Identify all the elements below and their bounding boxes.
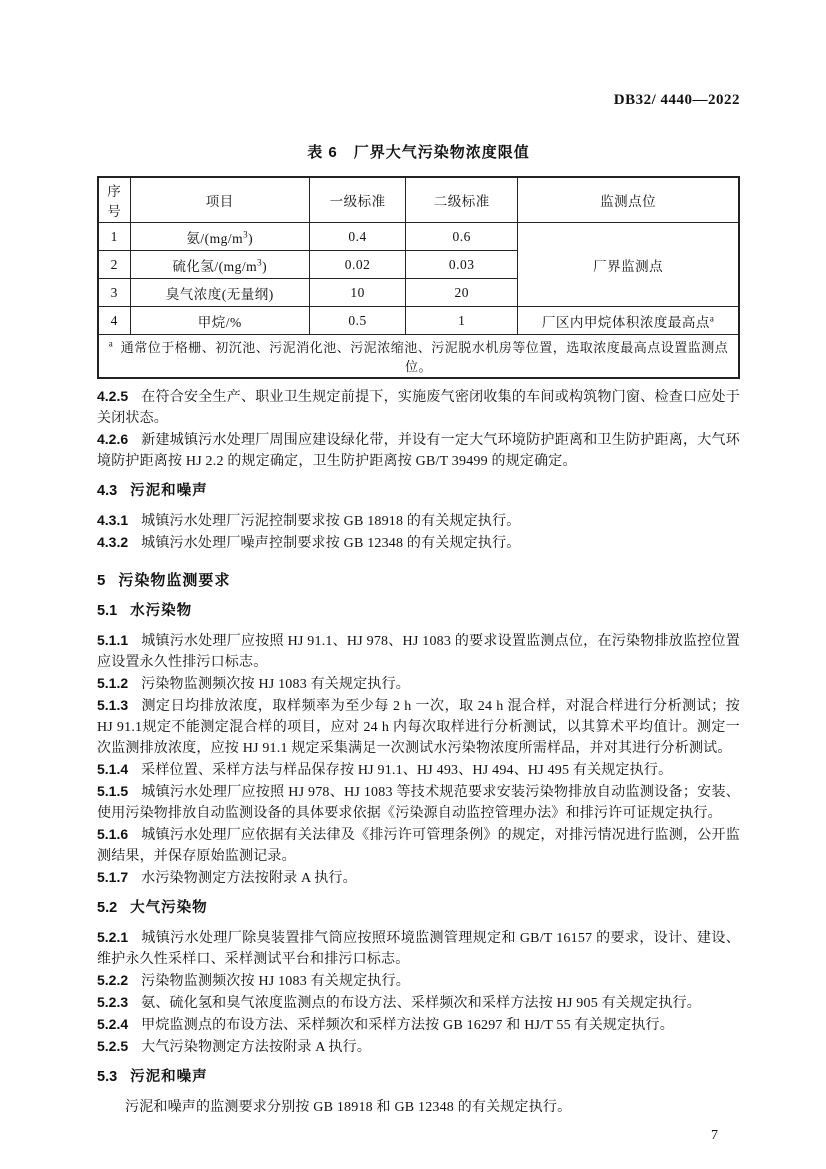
clause-text: 测定日均排放浓度，取样频率为至少每 2 h 一次，取 24 h 混合样，对混合样进行分析测试；按 HJ 91.1规定不能测定混合样的项目，应对 24 h 内每次取样进行分析测试，以其算术平均值计。测定一次监测排放浓度，应按 HJ 91.1 规定采集满足一次测试水污染物浓度所需样品，并对其进行分析测试。 xyxy=(97,699,740,756)
subsection-heading xyxy=(97,601,740,622)
clause-number: 5.2.5 xyxy=(97,1038,129,1054)
clause-number: 4.3 xyxy=(97,483,118,499)
table-footnote-row xyxy=(98,335,739,379)
clause-number: 5.2.2 xyxy=(97,972,129,988)
footnote-text: 通常位于格栅、初沉池、污泥消化池、污泥浓缩池、污泥脱水机房等位置，选取浓度最高点设置监测点位。 xyxy=(120,340,729,374)
clause-paragraph xyxy=(97,992,740,1014)
clause-text: 污染物监测频次按 HJ 1083 有关规定执行。 xyxy=(141,974,410,989)
cell-item: 甲烷/% xyxy=(130,307,309,335)
table-row xyxy=(98,307,739,335)
footnote-marker: a xyxy=(108,338,114,349)
clause-number: 4.3.1 xyxy=(97,512,129,528)
clause-paragraph xyxy=(97,630,740,673)
cell-no: 1 xyxy=(98,223,130,251)
table-footnote xyxy=(98,335,739,379)
item-tail: ) xyxy=(262,258,268,274)
clause-text: 污泥和噪声的监测要求分别按 GB 18918 和 GB 12348 的有关规定执行。 xyxy=(125,1100,572,1115)
clause-number: 5.2.4 xyxy=(97,1016,129,1032)
clause-paragraph xyxy=(97,970,740,992)
table-row xyxy=(98,223,739,251)
cell-item xyxy=(130,223,309,251)
subsection-heading xyxy=(97,1067,740,1088)
clause-paragraph xyxy=(97,429,740,472)
item-text: 硫化氢/(mg/m xyxy=(172,258,258,274)
cell-level2: 20 xyxy=(406,279,518,307)
cell-item: 臭气浓度(无量纲) xyxy=(130,279,309,307)
col-header-point: 监测点位 xyxy=(518,177,739,223)
item-tail: ) xyxy=(248,230,254,246)
clause-paragraph xyxy=(97,532,740,554)
col-header-no: 序号 xyxy=(98,177,130,223)
clause-number: 5.1.2 xyxy=(97,675,129,691)
clause-number: 5.1.4 xyxy=(97,761,129,777)
item-superscript: 3 xyxy=(243,229,249,239)
clause-paragraph xyxy=(97,867,740,889)
clause-text: 城镇污水处理厂应按照 HJ 91.1、HJ 978、HJ 1083 的要求设置监测点位，在污染物排放监控位置应设置永久性排污口标志。 xyxy=(97,634,740,670)
col-header-level1: 一级标准 xyxy=(310,177,406,223)
clause-text: 污泥和噪声 xyxy=(130,1069,208,1085)
cell-no: 4 xyxy=(98,307,130,335)
clause-paragraph xyxy=(97,1036,740,1058)
cell-no: 2 xyxy=(98,251,130,279)
clause-paragraph xyxy=(97,824,740,867)
cell-no: 3 xyxy=(98,279,130,307)
clause-number: 4.2.5 xyxy=(97,388,129,404)
sections-container xyxy=(97,386,740,1118)
page-number: 7 xyxy=(711,1128,718,1143)
section-heading xyxy=(97,570,740,591)
clause-text: 大气污染物测定方法按附录 A 执行。 xyxy=(141,1040,372,1055)
item-superscript: 3 xyxy=(257,257,263,267)
cell-level2: 0.03 xyxy=(406,251,518,279)
subsection-heading xyxy=(97,481,740,502)
doc-code: DB32/ 4440—2022 xyxy=(613,92,740,108)
clause-text: 城镇污水处理厂应按照 HJ 978、HJ 1083 等技术规范要求安装污染物排放自动监测设备；安装、使用污染物排放自动监测设备的具体要求依据《污染源自动监控管理办法》和排污许可证规定执行。 xyxy=(97,785,740,821)
clause-number: 4.3.2 xyxy=(97,534,129,550)
cell-monitoring-point-merged: 厂界监测点 xyxy=(518,223,739,307)
clause-number: 5.2.1 xyxy=(97,929,129,945)
subsection-heading xyxy=(97,898,740,919)
cell-level1: 0.02 xyxy=(310,251,406,279)
clause-paragraph xyxy=(97,927,740,970)
clause-number: 4.2.6 xyxy=(97,431,129,447)
clause-number: 5.1.5 xyxy=(97,783,129,799)
clause-text: 城镇污水处理厂应依据有关法律及《排污许可管理条例》的规定，对排污情况进行监测，公开监测结果，并保存原始监测记录。 xyxy=(97,828,740,864)
table-title: 表 6 厂界大气污染物浓度限值 xyxy=(307,144,530,161)
clause-text: 城镇污水处理厂污泥控制要求按 GB 18918 的有关规定执行。 xyxy=(141,514,521,529)
cell-monitoring-point xyxy=(518,307,739,335)
cell-level1: 10 xyxy=(310,279,406,307)
clause-number: 5.2 xyxy=(97,900,118,916)
clause-text: 采样位置、采样方法与样品保存按 HJ 91.1、HJ 493、HJ 494、HJ 495 有关规定执行。 xyxy=(141,763,673,778)
clause-text: 甲烷监测点的布设方法、采样频次和采样方法按 GB 16297 和 HJ/T 55 有关规定执行。 xyxy=(141,1018,674,1033)
clause-number: 5.3 xyxy=(97,1069,118,1085)
monitoring-point-superscript: a xyxy=(709,313,715,323)
table-header-row xyxy=(98,177,739,223)
clause-paragraph xyxy=(97,1014,740,1036)
clause-number: 5.1.1 xyxy=(97,632,129,648)
clause-text: 城镇污水处理厂噪声控制要求按 GB 12348 的有关规定执行。 xyxy=(141,536,521,551)
cell-item xyxy=(130,251,309,279)
clause-text: 氨、硫化氢和臭气浓度监测点的布设方法、采样频次和采样方法按 HJ 905 有关规定执行。 xyxy=(141,996,701,1011)
clause-number: 5.1 xyxy=(97,603,118,619)
clause-paragraph xyxy=(97,1097,740,1118)
col-header-item: 项目 xyxy=(130,177,309,223)
monitoring-point-text: 厂区内甲烷体积浓度最高点 xyxy=(541,314,710,330)
col-header-level2: 二级标准 xyxy=(406,177,518,223)
clause-text: 新建城镇污水处理厂周围应建设绿化带，并设有一定大气环境防护距离和卫生防护距离，大气环境防护距离按 HJ 2.2 的规定确定，卫生防护距离按 GB/T 39499 的规定确定。 xyxy=(97,433,740,469)
clause-number: 5.1.7 xyxy=(97,869,129,885)
cell-level1: 0.5 xyxy=(310,307,406,335)
clause-paragraph xyxy=(97,673,740,695)
clause-paragraph xyxy=(97,510,740,532)
clause-text: 大气污染物 xyxy=(130,900,208,916)
clause-number: 5.1.3 xyxy=(97,697,129,713)
clause-paragraph xyxy=(97,695,740,759)
clause-text: 污泥和噪声 xyxy=(130,483,208,499)
cell-level2: 1 xyxy=(406,307,518,335)
clause-number: 5 xyxy=(97,572,106,589)
clause-paragraph xyxy=(97,759,740,781)
clause-paragraph xyxy=(97,386,740,429)
clause-number: 5.1.6 xyxy=(97,826,129,842)
cell-level1: 0.4 xyxy=(310,223,406,251)
clause-paragraph xyxy=(97,781,740,824)
clause-text: 城镇污水处理厂除臭装置排气筒应按照环境监测管理规定和 GB/T 16157 的要求，设计、建设、维护永久性采样口、采样测试平台和排污口标志。 xyxy=(97,931,740,967)
cell-level2: 0.6 xyxy=(406,223,518,251)
page-content xyxy=(97,0,740,1169)
clause-text: 污染物监测要求 xyxy=(118,572,231,589)
clause-text: 污染物监测频次按 HJ 1083 有关规定执行。 xyxy=(141,677,410,692)
clause-text: 水污染物 xyxy=(130,603,193,619)
pollutant-limits-table xyxy=(97,176,740,379)
clause-text: 在符合安全生产、职业卫生规定前提下，实施废气密闭收集的车间或构筑物门窗、检查口应处于关闭状态。 xyxy=(97,390,740,426)
item-text: 氨/(mg/m xyxy=(186,230,244,246)
clause-text: 水污染物测定方法按附录 A 执行。 xyxy=(141,871,357,886)
clause-number: 5.2.3 xyxy=(97,994,129,1010)
